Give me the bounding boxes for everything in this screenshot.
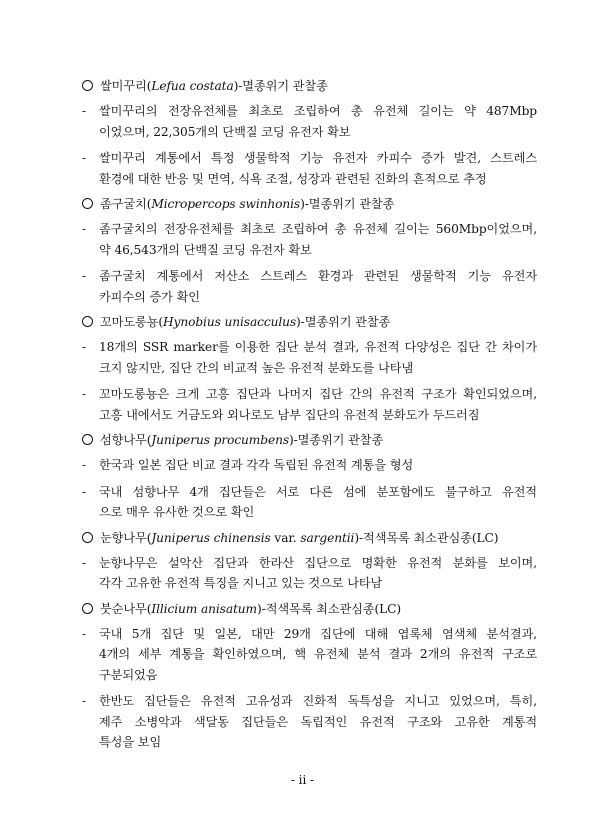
species-heading bbox=[82, 195, 537, 213]
species-heading-text bbox=[100, 431, 383, 449]
korean-name: 붓순나무( bbox=[100, 601, 152, 616]
korean-name: 섬향나무( bbox=[100, 433, 152, 447]
dash-bullet: - bbox=[82, 151, 87, 165]
dash-bullet: - bbox=[82, 694, 87, 708]
bullet-item bbox=[82, 148, 537, 189]
text-line: 특성을 보임 bbox=[99, 735, 162, 749]
dash-bullet: - bbox=[82, 269, 87, 283]
text-line: 한국과 일본 집단 비교 결과 각각 독립된 유전적 계통을 형성 bbox=[99, 458, 414, 472]
korean-name: 쌀미꾸리( bbox=[100, 79, 152, 93]
scientific-name: Juniperus chinensis bbox=[151, 530, 271, 545]
status-text: )-멸종위기 관찰종 bbox=[288, 433, 384, 447]
dash-bullet: - bbox=[82, 458, 87, 472]
text-line: 환경에 대한 반응 및 면역, 식욕 조절, 성장과 관련된 진화의 흔적으로 추정 bbox=[99, 171, 487, 186]
circle-bullet-icon bbox=[82, 316, 93, 327]
text-line: 각각 고유한 유전적 특징을 지니고 있는 것으로 나타남 bbox=[99, 576, 383, 590]
text-line: 고흥 내에서도 거금도와 외나로도 남부 집단의 유전적 분화도가 두드러짐 bbox=[99, 407, 480, 422]
bullet-text bbox=[99, 553, 537, 594]
dash-bullet: - bbox=[82, 555, 87, 570]
text-line: 국내 섬향나무 4개 집단들은 서로 다른 섬에 분포함에도 불구하고 유전적 bbox=[99, 484, 537, 499]
bullet-item bbox=[82, 624, 537, 686]
scientific-variety: sargentii bbox=[300, 530, 355, 545]
bullet-text bbox=[99, 384, 537, 425]
species-section bbox=[82, 77, 537, 189]
status-text: )-멸종위기 관찰종 bbox=[300, 197, 395, 211]
scientific-name: Illicium anisatum bbox=[151, 601, 258, 616]
circle-bullet-icon bbox=[82, 603, 93, 614]
text-line: 쌀미꾸리의 전장유전체를 최초로 조립하여 총 유전체 길이는 약 487Mbp bbox=[99, 104, 537, 118]
status-text: )-멸종위기 관찰종 bbox=[296, 315, 391, 329]
bullet-item bbox=[82, 384, 537, 425]
text-line: 국내 5개 집단 및 일본, 대만 29개 집단에 대해 엽록체 염색체 분석결과, bbox=[99, 626, 537, 641]
bullet-item bbox=[82, 482, 537, 523]
circle-bullet-icon bbox=[82, 198, 93, 209]
species-heading-text bbox=[100, 529, 498, 547]
circle-bullet-icon bbox=[82, 532, 93, 543]
bullet-item bbox=[82, 266, 537, 307]
circle-bullet-icon bbox=[82, 434, 93, 445]
text-line: 구분되었음 bbox=[99, 667, 158, 682]
bullet-text bbox=[99, 455, 537, 476]
species-heading bbox=[82, 529, 537, 547]
text-line: 좀구굴치의 전장유전체를 최초로 조립하여 총 유전체 길이는 560Mbp이었으며, bbox=[99, 222, 537, 236]
species-section bbox=[82, 195, 537, 307]
bullet-text bbox=[99, 219, 537, 260]
species-heading bbox=[82, 600, 537, 618]
bullet-text bbox=[99, 624, 537, 686]
species-heading-text bbox=[100, 600, 401, 618]
dash-bullet: - bbox=[82, 104, 87, 118]
text-line: 쌀미꾸리 계통에서 특정 생물학적 기능 유전자 카피수 증가 발견, 스트레스 bbox=[99, 151, 537, 165]
species-heading bbox=[82, 431, 537, 449]
scientific-name: Juniperus procumbens bbox=[151, 433, 289, 447]
dash-bullet: - bbox=[82, 626, 87, 641]
species-section bbox=[82, 600, 537, 753]
text-line: 약 46,543개의 단백질 코딩 유전자 확보 bbox=[99, 242, 312, 257]
status-text: )-멸종위기 관찰종 bbox=[233, 79, 328, 93]
dash-bullet: - bbox=[82, 340, 87, 354]
text-line: 한반도 집단들은 유전적 고유성과 진화적 독특성을 지니고 있었으며, 특히, bbox=[99, 694, 537, 708]
text-line: 18개의 SSR marker를 이용한 집단 분석 결과, 유전적 다양성은 집단 간 차이가 bbox=[99, 340, 537, 354]
bullet-item bbox=[82, 337, 537, 378]
bullet-text bbox=[99, 691, 537, 753]
text-line: 4개의 세부 계통을 확인하였으며, 핵 유전체 분석 결과 2개의 유전적 구조로 bbox=[99, 647, 537, 661]
bullet-text bbox=[99, 482, 537, 523]
status-text: )-적색목록 최소관심종(LC) bbox=[257, 601, 402, 616]
species-section bbox=[82, 431, 537, 523]
bullet-text bbox=[99, 148, 537, 189]
bullet-item bbox=[82, 553, 537, 594]
bullet-item bbox=[82, 101, 537, 142]
korean-name: 눈향나무( bbox=[100, 530, 152, 545]
scientific-name: Micropercops swinhonis bbox=[151, 197, 301, 211]
bullet-item bbox=[82, 455, 537, 476]
dash-bullet: - bbox=[82, 484, 87, 499]
scientific-name: Lefua costata bbox=[151, 79, 234, 93]
species-section bbox=[82, 529, 537, 594]
text-line: 으로 매우 유사한 것으로 확인 bbox=[99, 505, 255, 519]
species-section bbox=[82, 313, 537, 425]
bullet-text bbox=[99, 266, 537, 307]
dash-bullet: - bbox=[82, 222, 87, 236]
circle-bullet-icon bbox=[82, 80, 93, 91]
text-line: 좀구굴치 계통에서 저산소 스트레스 환경과 관련된 생물학적 기능 유전자 bbox=[99, 269, 537, 283]
bullet-text bbox=[99, 337, 537, 378]
page-number: - ii - bbox=[290, 773, 315, 787]
text-line: 눈향나무은 설악산 집단과 한라산 집단으로 명확한 유전적 분화를 보이며, bbox=[99, 555, 537, 570]
document-body bbox=[82, 77, 537, 759]
text-line: 크지 않지만, 집단 간의 비교적 높은 유전적 분화도를 나타냄 bbox=[99, 360, 414, 375]
text-line: 카피수의 증가 확인 bbox=[99, 289, 200, 304]
dash-bullet: - bbox=[82, 387, 87, 401]
text-line: 이었으며, 22,305개의 단백질 코딩 유전자 확보 bbox=[99, 124, 351, 139]
status-text: var. bbox=[270, 530, 301, 545]
korean-name: 꼬마도롱뇽( bbox=[100, 315, 164, 329]
text-line: 꼬마도롱뇽은 크게 고흥 집단과 나머지 집단 간의 유전적 구조가 확인되었으며, bbox=[99, 387, 537, 401]
species-heading-text bbox=[100, 195, 394, 213]
status-text: )-적색목록 최소관심종(LC) bbox=[354, 530, 499, 545]
bullet-item bbox=[82, 691, 537, 753]
species-heading-text bbox=[100, 77, 328, 95]
bullet-text bbox=[99, 101, 537, 142]
scientific-name: Hynobius unisacculus bbox=[163, 315, 297, 329]
species-heading-text bbox=[100, 313, 390, 331]
species-heading bbox=[82, 313, 537, 331]
korean-name: 좀구굴치( bbox=[100, 197, 152, 211]
species-heading bbox=[82, 77, 537, 95]
bullet-item bbox=[82, 219, 537, 260]
text-line: 제주 소병악과 색달동 집단들은 독립적인 유전적 구조와 고유한 계통적 bbox=[99, 714, 537, 729]
